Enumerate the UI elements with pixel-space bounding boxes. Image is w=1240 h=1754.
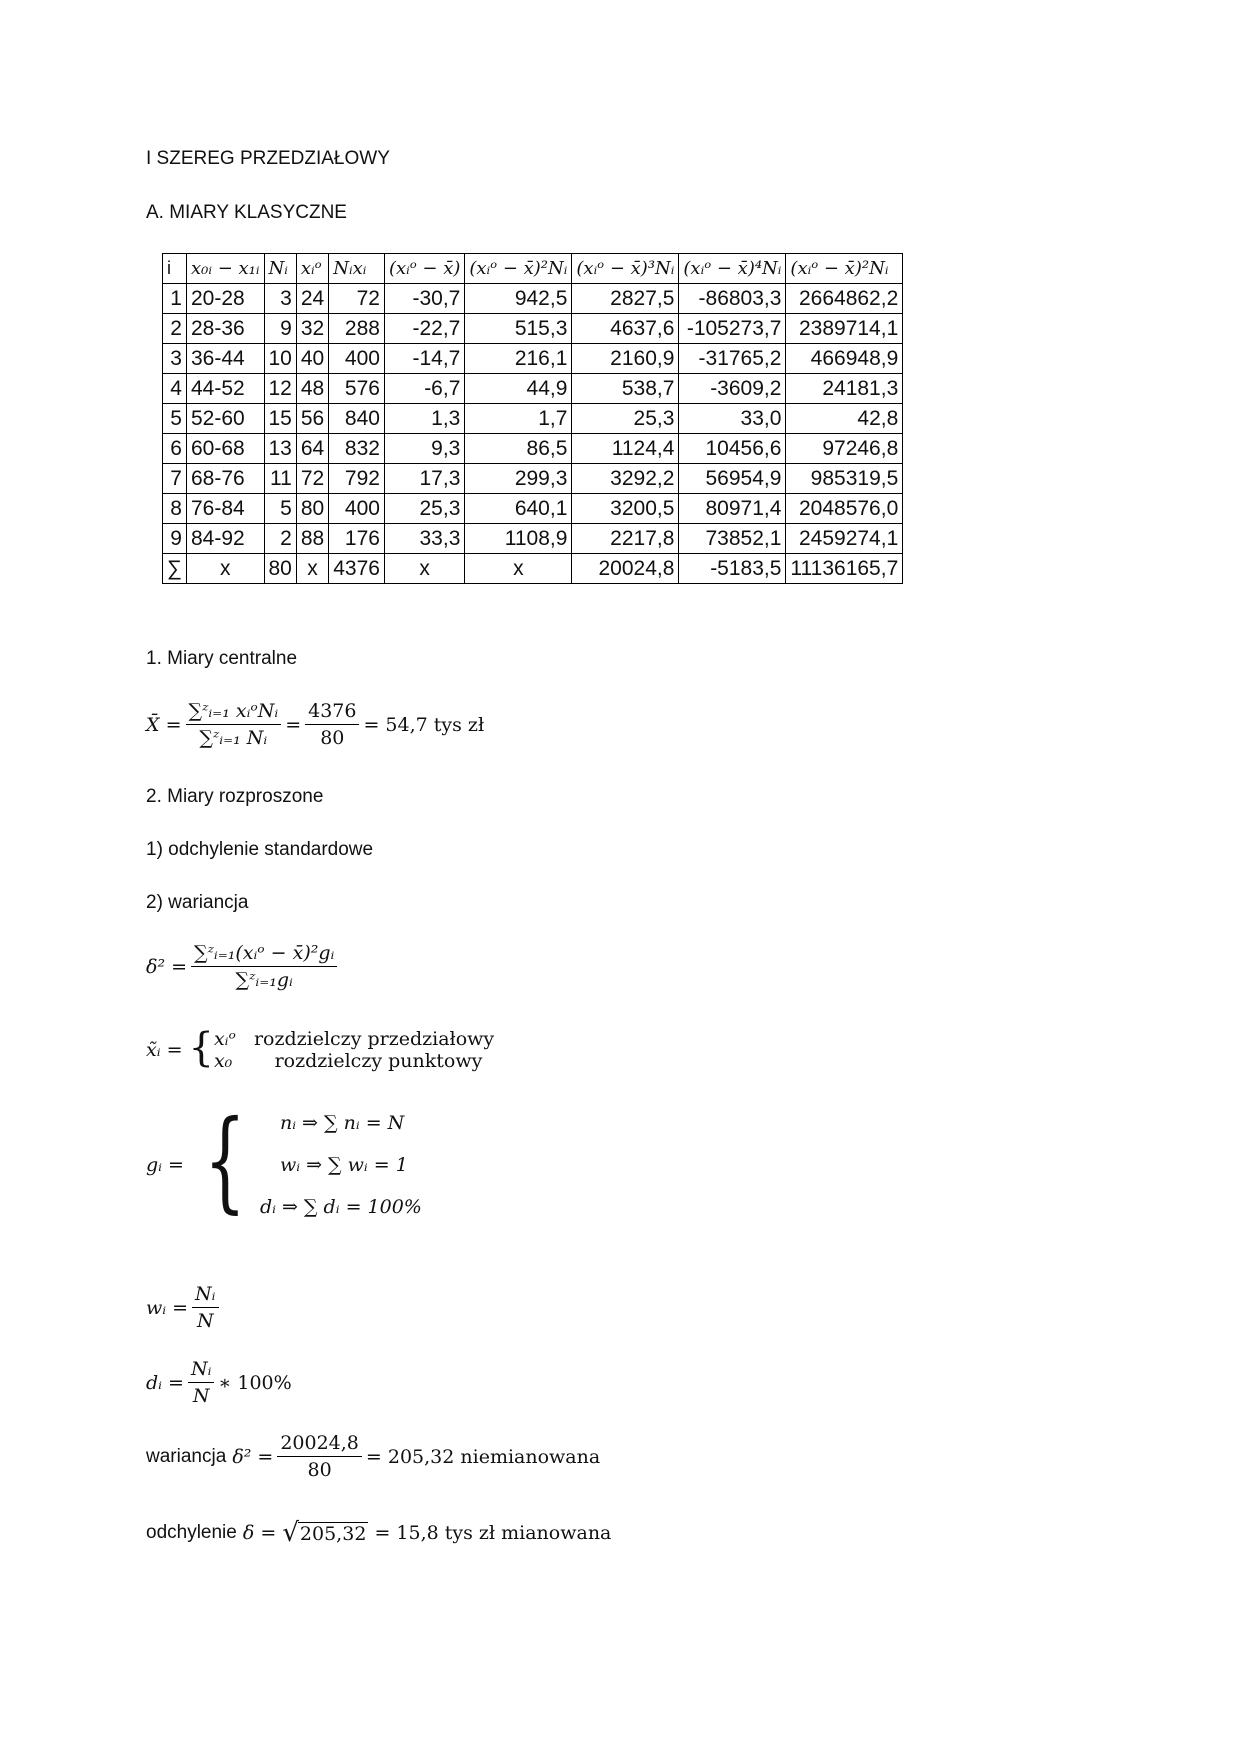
cell-ni: 5 bbox=[264, 494, 296, 524]
cell-dev2: 86,5 bbox=[465, 434, 572, 464]
cell-nixi: 72 bbox=[329, 284, 385, 314]
cell-dev4: 33,0 bbox=[679, 404, 786, 434]
col-header-nixi: Nᵢxᵢ bbox=[329, 254, 385, 284]
table-row bbox=[163, 284, 903, 314]
cell-interval: 44-52 bbox=[186, 374, 264, 404]
variance-value-denominator: 80 bbox=[307, 1459, 332, 1481]
cell-deviation: -30,7 bbox=[384, 284, 464, 314]
cell-dev2b: 2048576,0 bbox=[786, 494, 903, 524]
cell-interval: 60-68 bbox=[186, 434, 264, 464]
cell-nixi: 4376 bbox=[329, 554, 385, 584]
variance-value-fraction bbox=[277, 1432, 362, 1481]
cell-dev4: -5183,5 bbox=[679, 554, 786, 584]
cell-dev4: 10456,6 bbox=[679, 434, 786, 464]
table-row bbox=[163, 434, 903, 464]
variance-formula bbox=[146, 942, 341, 991]
cell-dev2b: 11136165,7 bbox=[786, 554, 903, 584]
di-tail: ∗ 100% bbox=[218, 1371, 292, 1394]
gi-case1: nᵢ ⇒ ∑ nᵢ = N bbox=[279, 1112, 405, 1134]
variance-denominator: ∑ᶻᵢ₌₁gᵢ bbox=[235, 969, 293, 991]
cell-dev3: 2160,9 bbox=[572, 344, 679, 374]
cell-ni: 80 bbox=[264, 554, 296, 584]
col-header-i: i bbox=[163, 254, 187, 284]
std-result: = 15,8 tys zł mianowana bbox=[374, 1522, 612, 1544]
cell-dev3: 3292,2 bbox=[572, 464, 679, 494]
cell-i: 3 bbox=[163, 344, 187, 374]
di-denominator: N bbox=[192, 1385, 210, 1407]
gi-case3: dᵢ ⇒ ∑ dᵢ = 100% bbox=[259, 1196, 422, 1218]
cell-xi: 24 bbox=[296, 284, 328, 314]
cell-i: 4 bbox=[163, 374, 187, 404]
cell-dev2: x bbox=[465, 554, 572, 584]
cell-nixi: 176 bbox=[329, 524, 385, 554]
cell-nixi: 840 bbox=[329, 404, 385, 434]
gi-definition bbox=[146, 1096, 422, 1224]
cell-xi: 64 bbox=[296, 434, 328, 464]
col-header-interval: x₀ᵢ − x₁ᵢ bbox=[186, 254, 264, 284]
cell-dev2b: 2389714,1 bbox=[786, 314, 903, 344]
wi-lhs: wᵢ = bbox=[146, 1296, 189, 1319]
std-sqrt-arg: 205,32 bbox=[299, 1522, 367, 1545]
cell-nixi: 288 bbox=[329, 314, 385, 344]
cell-xi: 88 bbox=[296, 524, 328, 554]
cell-xi: 48 bbox=[296, 374, 328, 404]
variance-value bbox=[146, 1432, 600, 1481]
gi-case2: wᵢ ⇒ ∑ wᵢ = 1 bbox=[279, 1154, 408, 1176]
cell-dev2b: 466948,9 bbox=[786, 344, 903, 374]
cell-ni: 2 bbox=[264, 524, 296, 554]
cell-interval: 52-60 bbox=[186, 404, 264, 434]
col-header-xi: xᵢᵒ bbox=[296, 254, 328, 284]
cell-i: 1 bbox=[163, 284, 187, 314]
mean-numerator: ∑ᶻᵢ₌₁ xᵢᵒNᵢ bbox=[186, 700, 282, 725]
cell-nixi: 576 bbox=[329, 374, 385, 404]
xtilde-cases bbox=[214, 1028, 494, 1072]
table-sum-row bbox=[163, 554, 903, 584]
cell-dev2b: 2459274,1 bbox=[786, 524, 903, 554]
cell-nixi: 400 bbox=[329, 494, 385, 524]
cell-dev2: 515,3 bbox=[465, 314, 572, 344]
std-lhs: δ = bbox=[242, 1522, 277, 1544]
cell-dev4: -3609,2 bbox=[679, 374, 786, 404]
table-row bbox=[163, 404, 903, 434]
section-dispersion-measures: 2. Miary rozproszone bbox=[146, 786, 324, 807]
mean-formula: X̄ = $\frac{\text{∑ᶻᵢ₌₁ xᵢᵒNᵢ}}{\text{∑ᶻᵢ₌₁ Nᵢ}}$ = $\frac{4376}{80}$ = 54,7 tys zł bbox=[146, 700, 485, 749]
table-row bbox=[163, 344, 903, 374]
col-header-deviation: (xᵢᵒ − x̄) bbox=[384, 254, 464, 284]
mean-lhs: X̄ = bbox=[146, 713, 182, 736]
di-numerator: Nᵢ bbox=[188, 1358, 214, 1383]
item-std-dev: 1) odchylenie standardowe bbox=[146, 839, 374, 860]
col-header-ni: Nᵢ bbox=[264, 254, 296, 284]
mean-value-numerator: 4376 bbox=[305, 700, 359, 725]
xtilde-lhs: x̃ᵢ = bbox=[146, 1039, 183, 1061]
cell-interval: 28-36 bbox=[186, 314, 264, 344]
cell-dev2: 1,7 bbox=[465, 404, 572, 434]
table-row bbox=[163, 464, 903, 494]
cell-i: 7 bbox=[163, 464, 187, 494]
cell-ni: 3 bbox=[264, 284, 296, 314]
cell-ni: 13 bbox=[264, 434, 296, 464]
cell-dev2b: 2664862,2 bbox=[786, 284, 903, 314]
cell-dev4: -105273,7 bbox=[679, 314, 786, 344]
col-header-dev3: (xᵢᵒ − x̄)³Nᵢ bbox=[572, 254, 679, 284]
cell-dev2: 44,9 bbox=[465, 374, 572, 404]
variance-value-numerator: 20024,8 bbox=[277, 1432, 362, 1457]
cell-xi: 32 bbox=[296, 314, 328, 344]
cell-dev4: 80971,4 bbox=[679, 494, 786, 524]
gi-lhs: gᵢ = bbox=[146, 1154, 184, 1176]
xtilde-definition bbox=[146, 1025, 495, 1072]
section-central-measures: 1. Miary centralne bbox=[146, 648, 298, 669]
di-fraction bbox=[188, 1358, 214, 1407]
std-label: odchylenie bbox=[146, 1522, 237, 1543]
mean-result: = 54,7 tys zł bbox=[363, 713, 485, 736]
mean-denominator: ∑ᶻᵢ₌₁ Nᵢ bbox=[199, 727, 268, 749]
cell-nixi: 792 bbox=[329, 464, 385, 494]
cell-deviation: 33,3 bbox=[384, 524, 464, 554]
cell-xi: 80 bbox=[296, 494, 328, 524]
di-lhs: dᵢ = bbox=[146, 1371, 184, 1394]
cell-dev3: 1124,4 bbox=[572, 434, 679, 464]
table-row bbox=[163, 314, 903, 344]
cell-dev4: -31765,2 bbox=[679, 344, 786, 374]
item-variance: 2) wariancja bbox=[146, 892, 249, 913]
cell-xi: 72 bbox=[296, 464, 328, 494]
cell-interval: 68-76 bbox=[186, 464, 264, 494]
cell-interval: 20-28 bbox=[186, 284, 264, 314]
cell-deviation: 1,3 bbox=[384, 404, 464, 434]
cell-dev4: -86803,3 bbox=[679, 284, 786, 314]
variance-value-result: = 205,32 niemianowana bbox=[365, 1445, 601, 1468]
mean-fraction bbox=[186, 700, 282, 749]
cell-dev2: 1108,9 bbox=[465, 524, 572, 554]
cell-dev2: 216,1 bbox=[465, 344, 572, 374]
cell-deviation: x bbox=[384, 554, 464, 584]
cell-dev3: 25,3 bbox=[572, 404, 679, 434]
cell-dev4: 73852,1 bbox=[679, 524, 786, 554]
xtilde-case1-text: rozdzielczy przedziałowy bbox=[253, 1028, 495, 1050]
cell-deviation: -6,7 bbox=[384, 374, 464, 404]
gi-cases bbox=[260, 1112, 422, 1218]
variance-label: wariancja bbox=[146, 1445, 227, 1467]
cell-dev3: 20024,8 bbox=[572, 554, 679, 584]
cell-dev2b: 97246,8 bbox=[786, 434, 903, 464]
xtilde-brace: { bbox=[188, 1025, 214, 1071]
xtilde-case2-text: rozdzielczy punktowy bbox=[274, 1050, 483, 1072]
cell-ni: 15 bbox=[264, 404, 296, 434]
cell-i: 8 bbox=[163, 494, 187, 524]
table-header-row bbox=[163, 254, 903, 284]
cell-xi: 56 bbox=[296, 404, 328, 434]
wi-numerator: Nᵢ bbox=[192, 1283, 218, 1308]
cell-ni: 12 bbox=[264, 374, 296, 404]
di-formula bbox=[146, 1358, 292, 1407]
cell-interval: 36-44 bbox=[186, 344, 264, 374]
cell-deviation: 25,3 bbox=[384, 494, 464, 524]
table-row bbox=[163, 494, 903, 524]
std-value bbox=[146, 1518, 611, 1548]
wi-denominator: N bbox=[196, 1310, 214, 1332]
cell-ni: 10 bbox=[264, 344, 296, 374]
cell-xi: 40 bbox=[296, 344, 328, 374]
cell-deviation: 17,3 bbox=[384, 464, 464, 494]
cell-ni: 11 bbox=[264, 464, 296, 494]
cell-i: 6 bbox=[163, 434, 187, 464]
sqrt-icon: √ bbox=[282, 1518, 299, 1548]
cell-deviation: 9,3 bbox=[384, 434, 464, 464]
cell-dev2b: 985319,5 bbox=[786, 464, 903, 494]
cell-ni: 9 bbox=[264, 314, 296, 344]
cell-dev2: 942,5 bbox=[465, 284, 572, 314]
frequency-table bbox=[162, 253, 903, 584]
cell-i: 2 bbox=[163, 314, 187, 344]
cell-i: 9 bbox=[163, 524, 187, 554]
wi-fraction bbox=[192, 1283, 218, 1332]
cell-dev3: 4637,6 bbox=[572, 314, 679, 344]
cell-interval: 76-84 bbox=[186, 494, 264, 524]
gi-brace: { bbox=[203, 1096, 246, 1224]
mean-value-denominator: 80 bbox=[320, 727, 345, 749]
cell-dev3: 2827,5 bbox=[572, 284, 679, 314]
cell-dev2b: 24181,3 bbox=[786, 374, 903, 404]
cell-xi: x bbox=[296, 554, 328, 584]
cell-dev3: 3200,5 bbox=[572, 494, 679, 524]
variance-numerator: ∑ᶻᵢ₌₁(xᵢᵒ − x̄)²gᵢ bbox=[191, 942, 337, 967]
col-header-dev2: (xᵢᵒ − x̄)²Nᵢ bbox=[465, 254, 572, 284]
cell-deviation: -14,7 bbox=[384, 344, 464, 374]
col-header-dev4: (xᵢᵒ − x̄)⁴Nᵢ bbox=[679, 254, 786, 284]
table-row bbox=[163, 374, 903, 404]
cell-nixi: 400 bbox=[329, 344, 385, 374]
cell-dev3: 538,7 bbox=[572, 374, 679, 404]
cell-interval: x bbox=[186, 554, 264, 584]
variance-lhs: δ² = bbox=[146, 955, 188, 978]
mean-value-fraction bbox=[305, 700, 359, 749]
cell-dev2b: 42,8 bbox=[786, 404, 903, 434]
cell-dev3: 2217,8 bbox=[572, 524, 679, 554]
cell-interval: 84-92 bbox=[186, 524, 264, 554]
cell-dev2: 299,3 bbox=[465, 464, 572, 494]
variance-fraction bbox=[191, 942, 337, 991]
page-heading: I SZEREG PRZEDZIAŁOWY bbox=[146, 148, 390, 169]
wi-formula bbox=[146, 1283, 223, 1332]
cell-i: 5 bbox=[163, 404, 187, 434]
xtilde-case1-symbol: xᵢᵒ bbox=[213, 1028, 236, 1050]
cell-dev2: 640,1 bbox=[465, 494, 572, 524]
cell-deviation: -22,7 bbox=[384, 314, 464, 344]
variance-value-lhs: δ² = bbox=[232, 1445, 274, 1468]
cell-nixi: 832 bbox=[329, 434, 385, 464]
section-subheading: A. MIARY KLASYCZNE bbox=[146, 202, 347, 223]
table-row bbox=[163, 524, 903, 554]
cell-dev4: 56954,9 bbox=[679, 464, 786, 494]
cell-i: ∑ bbox=[163, 554, 187, 584]
col-header-dev2b: (xᵢᵒ − x̄)²Nᵢ bbox=[786, 254, 903, 284]
xtilde-case2-symbol: x₀ bbox=[213, 1050, 233, 1072]
